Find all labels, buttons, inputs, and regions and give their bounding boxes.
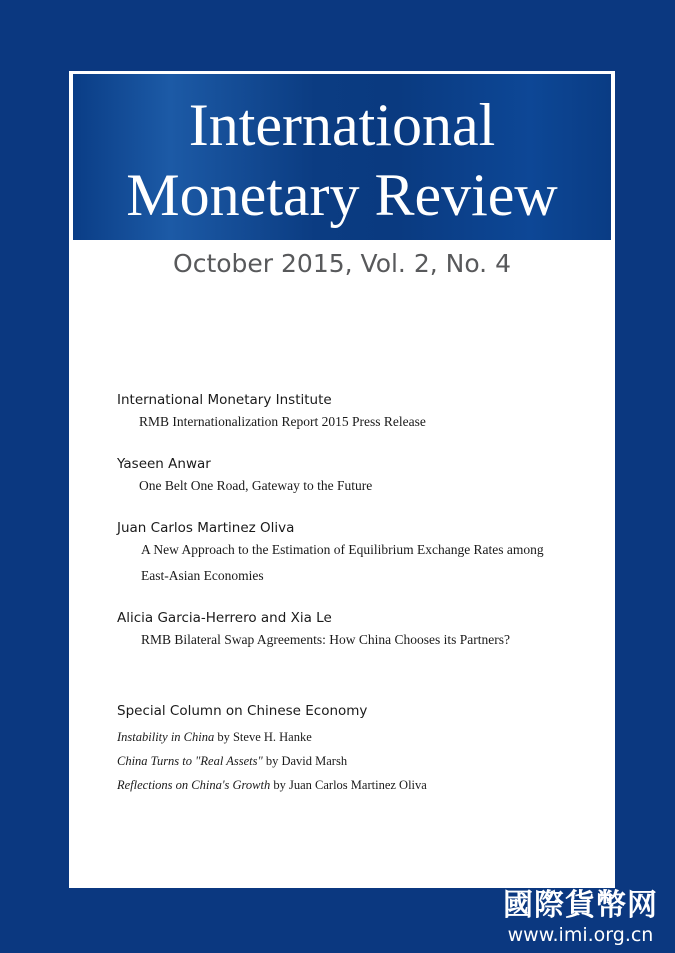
contents-entry — [117, 609, 597, 653]
column-item-byline: by Juan Carlos Martinez Oliva — [270, 778, 427, 792]
entry-title: A New Approach to the Estimation of Equilibrium Exchange Rates among — [141, 542, 544, 557]
entry-title: RMB Internationalization Report 2015 Press Release — [139, 414, 426, 429]
column-item — [117, 749, 597, 773]
entry-title-continued: East-Asian Economies — [141, 568, 264, 583]
entry-author: Alicia Garcia-Herrero and Xia Le — [117, 610, 332, 626]
column-item-title: China Turns to "Real Assets" — [117, 754, 263, 768]
contents-entry — [117, 391, 597, 435]
logo-url: www.imi.org.cn — [507, 924, 654, 946]
entry-author: Yaseen Anwar — [117, 456, 211, 472]
title-banner — [73, 74, 611, 240]
column-item — [117, 773, 597, 797]
cover-page — [69, 71, 615, 888]
entry-title: One Belt One Road, Gateway to the Future — [139, 478, 373, 493]
contents-list — [117, 391, 597, 673]
entry-title: RMB Bilateral Swap Agreements: How China Chooses its Partners? — [141, 632, 510, 647]
entry-author: International Monetary Institute — [117, 392, 332, 408]
issue-info: October 2015, Vol. 2, No. 4 — [173, 249, 511, 278]
contents-entry — [117, 519, 597, 589]
entry-author: Juan Carlos Martinez Oliva — [117, 520, 295, 536]
special-column-heading: Special Column on Chinese Economy — [117, 703, 368, 719]
column-item-byline: by Steve H. Hanke — [214, 730, 312, 744]
column-item-title: Instability in China — [117, 730, 215, 744]
column-item-byline: by David Marsh — [262, 754, 348, 768]
contents-entry — [117, 455, 597, 499]
journal-title-line1: International — [188, 92, 496, 158]
column-item — [117, 725, 597, 749]
logo-chinese-text: 國際貨幣网 — [503, 888, 658, 923]
column-item-title: Reflections on China's Growth — [117, 778, 271, 792]
journal-title-line2: Monetary Review — [126, 162, 558, 228]
imi-logo — [498, 888, 663, 948]
special-column — [117, 703, 597, 797]
